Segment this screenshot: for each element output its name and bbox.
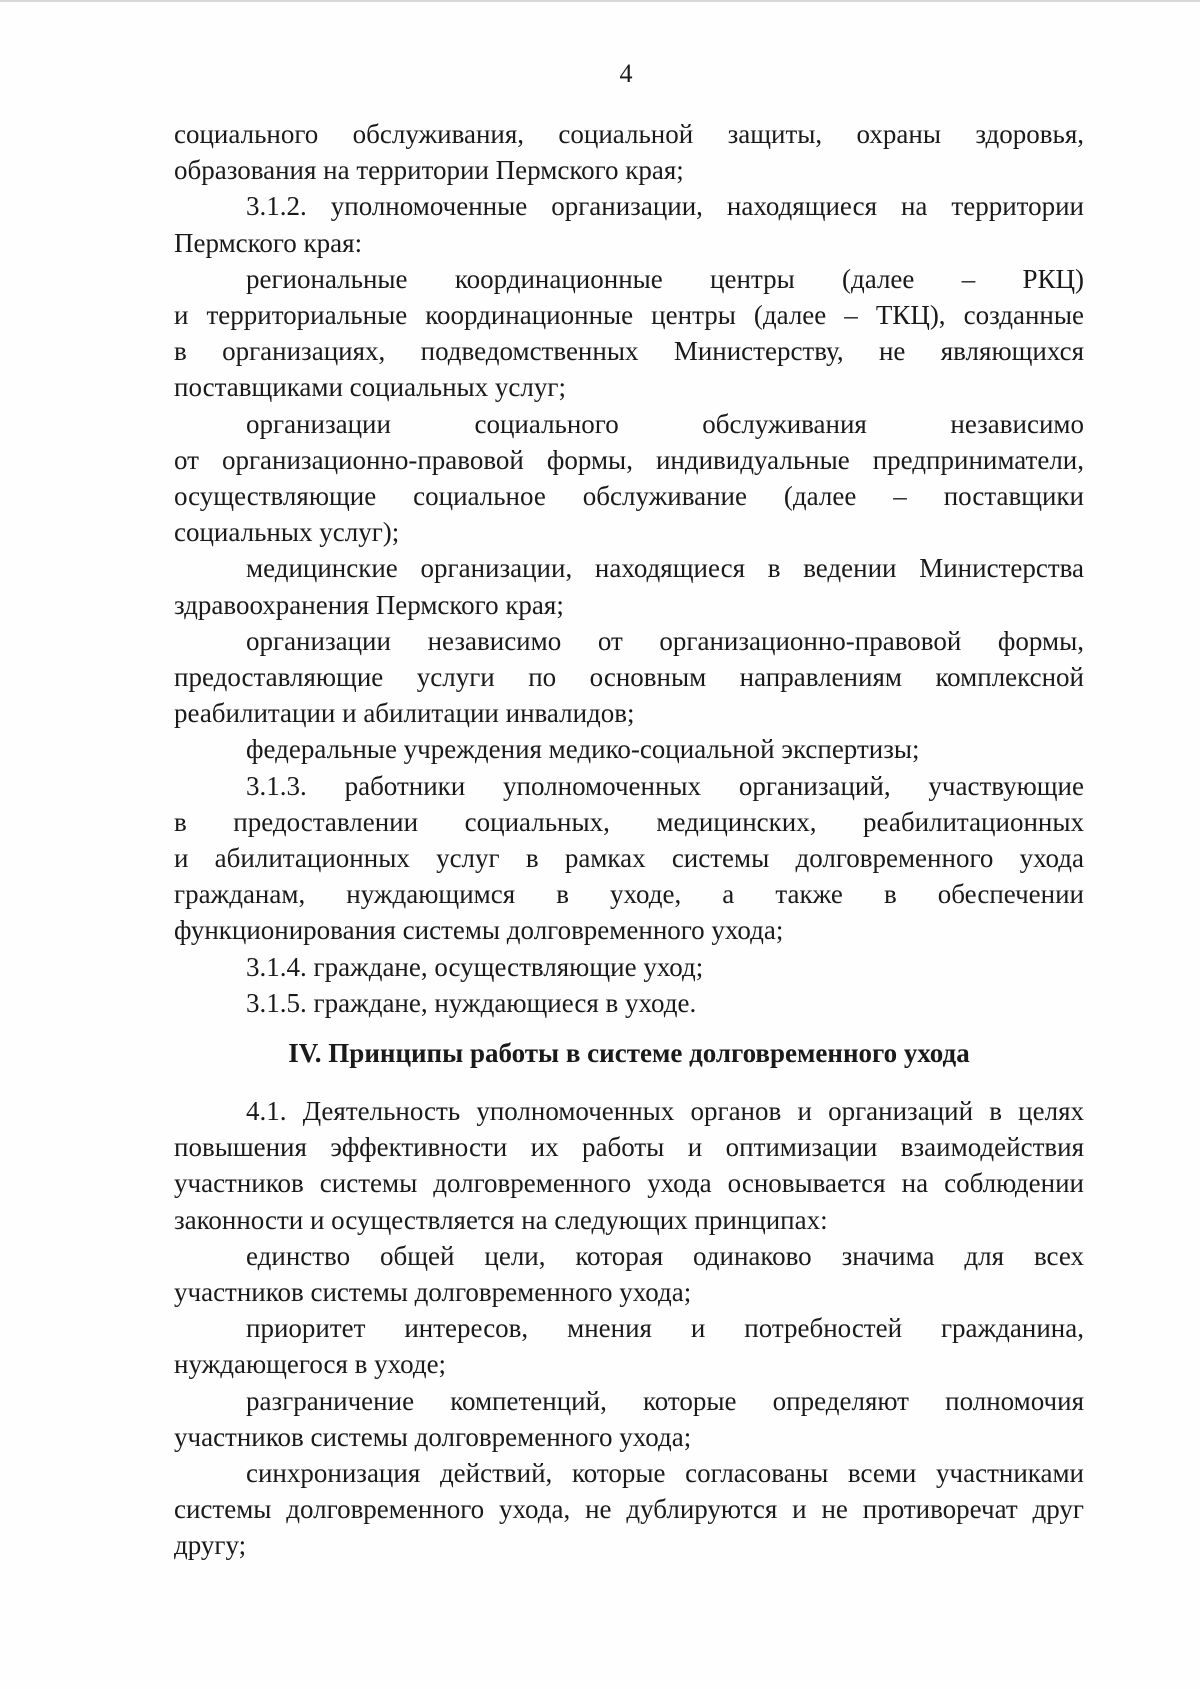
text-line: приоритет интересов, мнения и потребностей гражданина, xyxy=(246,1313,1084,1344)
text-line: федеральные учреждения медико-социальной экспертизы; xyxy=(246,734,920,765)
text-line: региональные координационные центры (далее – РКЦ) xyxy=(246,263,1084,294)
text-line: 3.1.3. работники уполномоченных организаций, участвующие xyxy=(246,770,1084,801)
paragraph-rehab-orgs xyxy=(174,623,1084,732)
paragraph-principle-unity xyxy=(174,1238,1084,1310)
scan-edge xyxy=(0,0,1200,2)
text-line: организации социального обслуживания независимо xyxy=(246,408,1084,439)
paragraph-rkc xyxy=(174,261,1084,406)
text-line: функционирования системы долговременного ухода; xyxy=(174,915,784,946)
paragraph-continuation xyxy=(174,116,1084,188)
paragraph-mse xyxy=(174,731,1084,767)
text-line: участников системы долговременного ухода; xyxy=(174,1277,692,1308)
text-line: разграничение компетенций, которые определяют полномочия xyxy=(246,1385,1084,1416)
text-line: организации независимо от организационно-правовой формы, xyxy=(246,625,1084,656)
paragraph-medical-orgs xyxy=(174,550,1084,622)
text-line: другу; xyxy=(174,1530,247,1561)
paragraph-principle-priority xyxy=(174,1310,1084,1382)
paragraph-3-1-3 xyxy=(174,768,1084,949)
text-line: повышения эффективности их работы и оптимизации взаимодействия xyxy=(174,1132,1084,1163)
text-line: 4.1. Деятельность уполномоченных органов и организаций в целях xyxy=(246,1096,1084,1126)
paragraph-3-1-4 xyxy=(174,949,1084,985)
text-line: в предоставлении социальных, медицинских, реабилитационных xyxy=(174,806,1084,837)
text-line: участников системы долговременного ухода; xyxy=(174,1421,692,1452)
text-line: социальных услуг); xyxy=(174,517,400,548)
text-line: 3.1.5. граждане, нуждающиеся в уходе. xyxy=(246,987,697,1018)
text-line: поставщиками социальных услуг; xyxy=(174,372,566,403)
text-line: предоставляющие услуги по основным направлениям комплексной xyxy=(174,662,1084,693)
page-number: 4 xyxy=(619,59,633,88)
text-line: синхронизация действий, которые согласованы всеми участниками xyxy=(246,1458,1084,1489)
text-line: осуществляющие социальное обслуживание (далее – поставщики xyxy=(174,481,1084,512)
paragraph-4-1 xyxy=(174,1093,1084,1238)
text-line: реабилитации и абилитации инвалидов; xyxy=(174,698,635,729)
text-line: здравоохранения Пермского края; xyxy=(174,589,564,620)
paragraph-3-1-2 xyxy=(174,188,1084,260)
text-line: социального обслуживания, социальной защиты, охраны здоровья, xyxy=(174,119,1084,149)
paragraph-principle-competence xyxy=(174,1383,1084,1455)
text-line: законности и осуществляется на следующих принципах: xyxy=(174,1204,828,1235)
text-line: 3.1.4. граждане, осуществляющие уход; xyxy=(246,951,704,982)
text-line: гражданам, нуждающимся в уходе, а также в обеспечении xyxy=(174,879,1084,910)
text-line: системы долговременного ухода, не дублируются и не противоречат друг xyxy=(174,1494,1084,1525)
body-text-block-2 xyxy=(174,1093,1084,1564)
paragraph-principle-sync xyxy=(174,1455,1084,1564)
text-line: и абилитационных услуг в рамках системы долговременного ухода xyxy=(174,843,1084,874)
text-line: участников системы долговременного ухода основывается на соблюдении xyxy=(174,1168,1084,1199)
text-line: нуждающегося в уходе; xyxy=(174,1349,447,1380)
text-line: образования на территории Пермского края; xyxy=(174,155,684,186)
text-line: и территориальные координационные центры (далее – ТКЦ), созданные xyxy=(174,300,1084,331)
text-line: 3.1.2. уполномоченные организации, находящиеся на территории xyxy=(246,191,1084,222)
paragraph-social-orgs xyxy=(174,406,1084,551)
text-line: от организационно-правовой формы, индивидуальные предприниматели, xyxy=(174,444,1084,475)
text-line: Пермского края: xyxy=(174,227,363,258)
text-line: медицинские организации, находящиеся в ведении Министерства xyxy=(246,553,1084,584)
section-heading: IV. Принципы работы в системе долговременного ухода xyxy=(288,1038,970,1068)
text-line: в организациях, подведомственных Министерству, не являющихся xyxy=(174,336,1084,367)
body-text-block-1 xyxy=(174,116,1084,1021)
text-line: единство общей цели, которая одинаково значима для всех xyxy=(246,1240,1084,1271)
paragraph-3-1-5 xyxy=(174,985,1084,1021)
